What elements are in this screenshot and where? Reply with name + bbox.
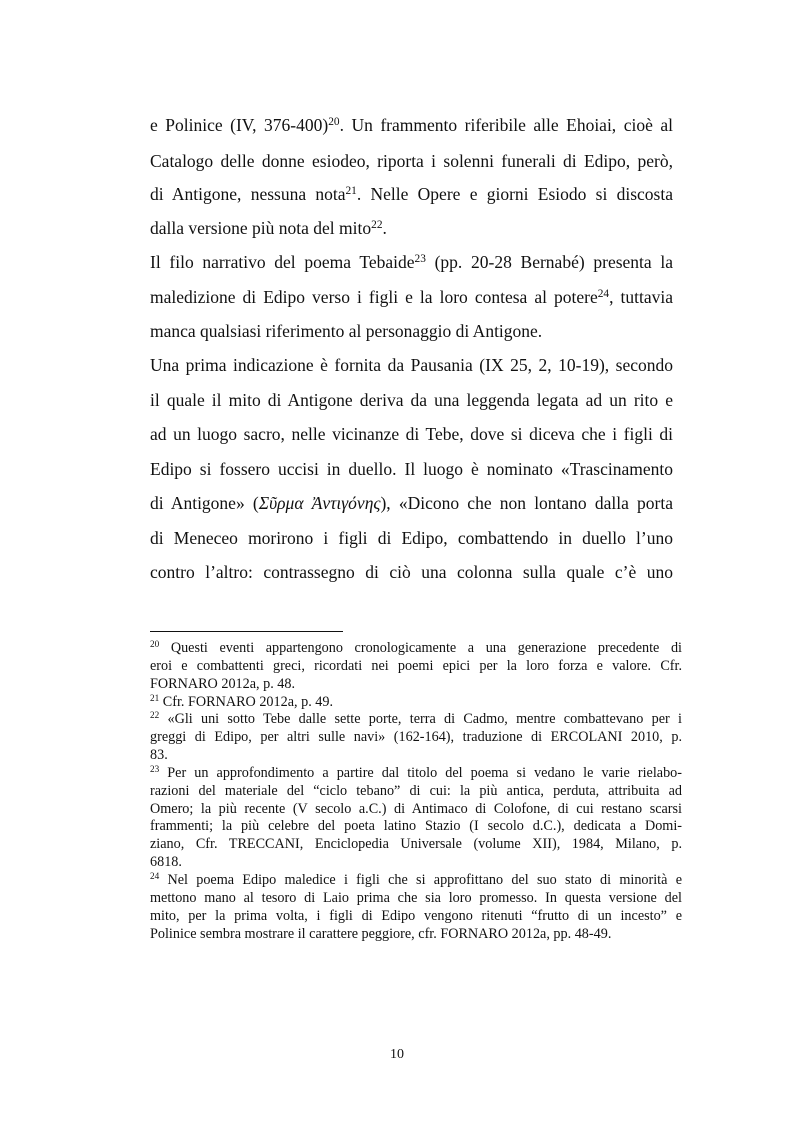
footnote-24-line-4: Polinice sembra mostrare il carattere peggiore, cfr. FORNARO 2012a, pp. 48-49.: [150, 926, 612, 942]
footnote-22-line-2: greggi di Edipo, per altri sulle navi» (162-164), traduzione di ERCOLANI 2010, p.: [150, 729, 682, 745]
body-line-1: e Polinice (IV, 376-400)$^{20}$. Un frammento riferibile alle Ehoiai, cioè al: [150, 115, 673, 135]
footnote-ref-21: 21: [345, 184, 357, 197]
body-line-11: Edipo si fossero uccisi in duello. Il luogo è nominato «Trascinamento: [150, 459, 673, 479]
footnote-23-line-6: 6818.: [150, 854, 182, 870]
footnote-22-line-1: $^{22}$ «Gli uni sotto Tebe dalle sette porte, terra di Cadmo, mentre combattevano per i: [150, 709, 682, 727]
footnote-23-line-2: razioni del materiale del “ciclo tebano” di cui: la più antica, perduta, attribuita ad: [150, 783, 682, 799]
body-line-8: Una prima indicazione è fornita da Pausania (IX 25, 2, 10-19), secondo: [150, 355, 673, 375]
body-line-4: dalla versione più nota del mito$^{22}$.: [150, 218, 387, 238]
body-line-13: di Meneceo morirono i figli di Edipo, combattendo in duello l’uno: [150, 528, 673, 548]
body-line-10: ad un luogo sacro, nelle vicinanze di Tebe, dove si diceva che i figli di: [150, 424, 673, 444]
footnote-20-line-3: FORNARO 2012a, p. 48.: [150, 676, 296, 692]
footnote-number-22: 22: [150, 709, 160, 720]
footnote-number-24: 24: [150, 870, 160, 881]
body-line-14: contro l’altro: contrassegno di ciò una colonna sulla quale c’è uno: [150, 562, 673, 582]
footnote-ref-22: 22: [371, 218, 383, 231]
footnote-23-line-3: Omero; la più recente (V secolo a.C.) di Antimaco di Colofone, di cui restano scarsi: [150, 801, 682, 817]
footnote-ref-24: 24: [597, 287, 610, 300]
footnote-separator: [150, 631, 343, 632]
footnote-number-23: 23: [150, 763, 160, 774]
body-line-7: manca qualsiasi riferimento al personaggio di Antigone.: [150, 321, 543, 341]
body-line-6: maledizione di Edipo verso i figli e la loro contesa al potere$^{24}$, tuttavia: [150, 287, 674, 307]
footnote-22-line-3: 83.: [150, 747, 168, 763]
footnote-20-line-2: eroi e combattenti greci, ricordati nei poemi epici per la loro forza e valore. Cfr.: [150, 658, 682, 674]
footnote-number-20: 20: [150, 638, 160, 649]
page-number: 10: [390, 1047, 404, 1062]
footnote-23-line-5: ziano, Cfr. TRECCANI, Enciclopedia Universale (volume XII), 1984, Milano, p.: [150, 836, 682, 852]
body-line-2: Catalogo delle donne esiodeo, riporta i solenni funerali di Edipo, però,: [150, 151, 673, 171]
footnote-24-line-3: mito, per la prima volta, i figli di Edipo vengono ritenuti “frutto di un incesto” e: [150, 908, 682, 924]
footnote-number-21: 21: [150, 692, 160, 703]
footnote-23-line-4: frammenti; la più celebre del poeta latino Stazio (I secolo d.C.), dedicata a Domi-: [150, 818, 682, 834]
footnote-24-line-2: mettono mano al tesoro di Laio prima che sia loro promesso. In questa versione del: [150, 890, 682, 906]
footnote-ref-23: 23: [414, 252, 426, 265]
footnote-24-line-1: $^{24}$ Nel poema Edipo maledice i figli che si approfittano del suo stato di minorità e: [150, 870, 682, 888]
body-line-12: di Antigone» (Σῦρμα Ἀντιγόνης), «Dicono che non lontano dalla porta: [150, 493, 673, 513]
footnote-23-line-1: $^{23}$ Per un approfondimento a partire dal titolo del poema si vedano le varie rielabo-: [150, 763, 682, 781]
footnote-21-line-1: $^{21}$ Cfr. FORNARO 2012a, p. 49.: [150, 692, 334, 710]
greek-phrase: Σῦρμα Ἀντιγόνης: [258, 493, 381, 513]
footnote-20-line-1: $^{20}$ Questi eventi appartengono cronologicamente a una generazione precedente di: [150, 638, 682, 656]
body-line-9: il quale il mito di Antigone deriva da una leggenda legata ad un rito e: [150, 390, 673, 410]
footnote-ref-20: 20: [328, 115, 340, 128]
body-line-5: Il filo narrativo del poema Tebaide$^{23}$ (pp. 20-28 Bernabé) presenta la: [150, 252, 674, 272]
body-line-3: di Antigone, nessuna nota$^{21}$. Nelle Opere e giorni Esiodo si discosta: [150, 184, 673, 204]
